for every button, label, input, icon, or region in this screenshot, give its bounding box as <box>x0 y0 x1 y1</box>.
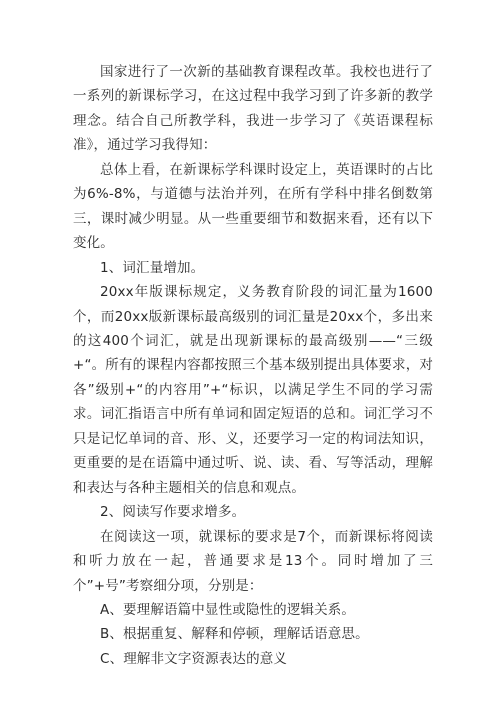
paragraph-intro: 国家进行了一次新的基础教育课程改革。我校也进行了一系列的新课标学习，在这过程中我学习到了许多新的教学理念。结合自己所教学科，我进一步学习了《英语课程标准》，通过学习我得知： <box>73 64 433 154</box>
paragraph-reading: 在阅读这一项，就课标的要求是7个，而新课标将阅读和听力放在一起，普通要求是13个。同时增加了三个”+号”考察细分项，分别是： <box>73 528 433 594</box>
list-item-a: A、要理解语篇中显性或隐性的逻辑关系。 <box>100 601 356 618</box>
paragraph-vocabulary: 20xx年版课标规定，义务教育阶段的词汇量为1600个，而20xx版新课标最高级别的词汇量是20xx个，多出来的这400个词汇，就是出现新课标的最高级别——“三级+“。所有的课程内容都按照三个基本级别提出具体要求，对各”级别+“的内容用”+“标识，以满足学生不同的学习需求。词汇指语言中所有单词和固定短语的总和。词汇学习不只是记忆单词的音、形、义，还要学习一定的构词法知识，更重要的是在语篇中通过听、说、读、看、写等活动，理解和表达与各种主题相关的信息和观点。 <box>73 284 433 496</box>
list-item-b: B、根据重复、解释和停顿，理解话语意思。 <box>100 626 369 643</box>
heading-reading-writing: 2、阅读写作要求增多。 <box>100 504 246 521</box>
document-body <box>73 60 433 671</box>
paragraph-overview: 总体上看，在新课标学科课时设定上，英语课时的占比为6%-8%，与道德与法治并列，在所有学科中排名倒数第三，课时减少明显。从一些重要细节和数据来看，还有以下变化。 <box>73 161 433 252</box>
heading-vocabulary: 1、词汇量增加。 <box>100 259 205 276</box>
list-item-c: C、理解非文字资源表达的意义 <box>100 650 288 667</box>
